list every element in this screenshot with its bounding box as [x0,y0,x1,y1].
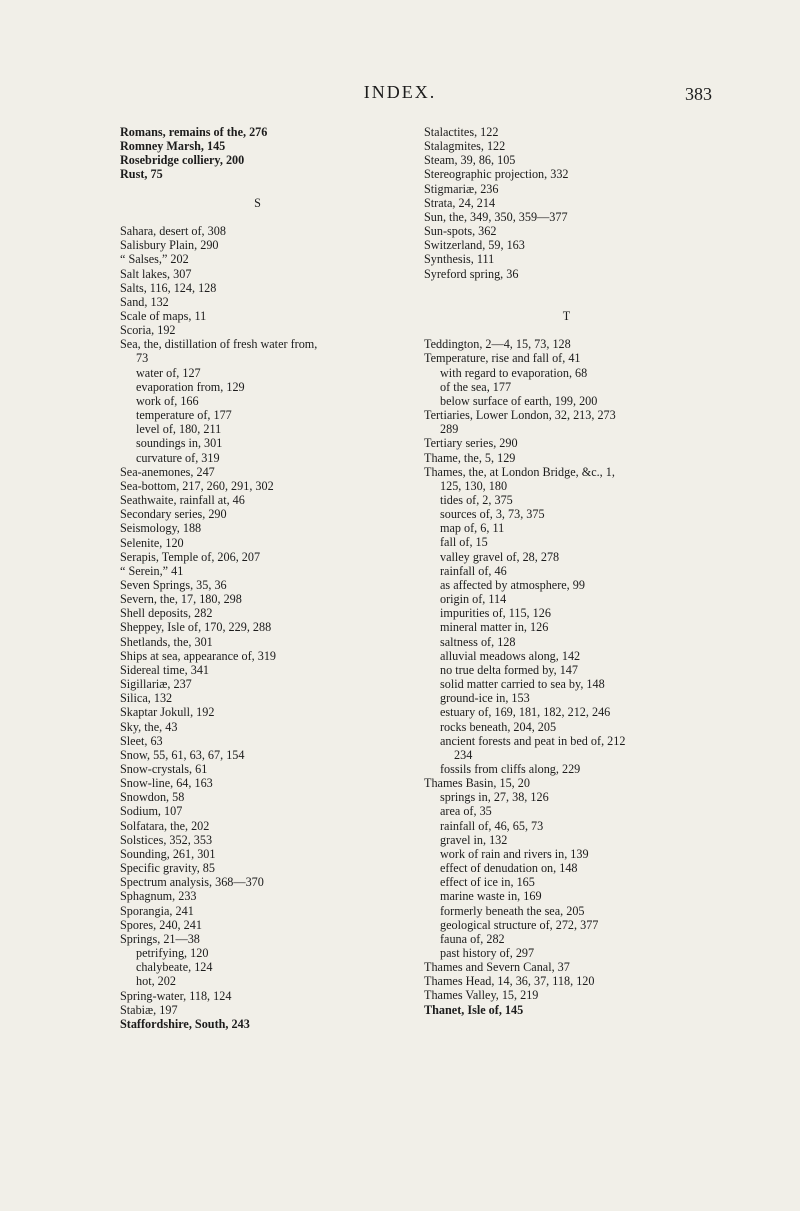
index-subentry: tides of, 2, 375 [440,493,513,508]
index-subentry: sources of, 3, 73, 375 [440,507,545,522]
index-subentry: solid matter carried to sea by, 148 [440,677,605,692]
index-entry: Sphagnum, 233 [120,889,197,904]
index-entry: Snow-crystals, 61 [120,762,208,776]
index-entry: Sun, the, 349, 350, 359—377 [424,209,568,224]
index-entry: Syreford spring, 36 [424,266,519,281]
index-entry: Silica, 132 [120,691,173,706]
index-subentry: soundings in, 301 [136,436,223,451]
index-subentry: hot, 202 [136,974,176,989]
index-entry: Secondary series, 290 [120,507,227,522]
spacer [424,295,709,309]
index-entry: Spectrum analysis, 368—370 [120,875,264,890]
index-entry: Sodium, 107 [120,804,183,819]
index-entry: Stigmariæ, 236 [424,181,499,196]
index-entry: Sahara, desert of, 308 [120,224,226,239]
index-subentry: map of, 6, 11 [440,521,505,536]
spacer [120,182,395,196]
index-subentry: alluvial meadows along, 142 [440,648,581,663]
index-entry: Rosebridge colliery, 200 [120,153,245,168]
index-entry: Stalactites, 122 [424,125,499,139]
index-entry: Snow-line, 64, 163 [120,776,213,791]
index-subentry: fall of, 15 [440,535,488,550]
index-entry: Sand, 132 [120,294,169,309]
index-entry: Stabiæ, 197 [120,1002,178,1017]
index-entry: Thames Head, 14, 36, 37, 118, 120 [424,974,595,989]
index-entry: Sidereal time, 341 [120,662,210,677]
index-entry: Steam, 39, 86, 105 [424,153,516,168]
index-entry: Ships at sea, appearance of, 319 [120,648,277,663]
index-entry: Tertiaries, Lower London, 32, 213, 273 [424,408,616,423]
page-title: INDEX. [363,82,437,102]
index-entry: Sporangia, 241 [120,903,194,918]
index-entry: Snowdon, 58 [120,790,185,805]
index-subentry: rocks beneath, 204, 205 [440,719,557,734]
index-subentry: saltness of, 128 [440,634,516,649]
index-entry: Serapis, Temple of, 206, 207 [120,549,261,564]
index-entry: Seven Springs, 35, 36 [120,577,227,592]
index-entry: Selenite, 120 [120,535,184,550]
index-entry: Stereographic projection, 332 [424,167,569,182]
index-entry: Scale of maps, 11 [120,309,207,323]
index-entry: Tertiary series, 290 [424,436,518,451]
index-entry: Salisbury Plain, 290 [120,238,219,253]
index-entry: Sigillariæ, 237 [120,677,192,692]
index-entry: Salts, 116, 124, 128 [120,280,217,295]
index-entry: Rust, 75 [120,167,163,182]
index-entry: Staffordshire, South, 243 [120,1016,250,1031]
index-subentry: of the sea, 177 [440,379,512,394]
index-subentry: evaporation from, 129 [136,379,245,394]
index-entry: Spores, 240, 241 [120,917,202,932]
index-entry: Thames, the, at London Bridge, &c., 1, [424,464,615,479]
index-subentry: ancient forests and peat in bed of, 212 [440,733,626,748]
index-entry: Springs, 21—38 [120,931,200,946]
index-entry: Sea-bottom, 217, 260, 291, 302 [120,478,274,493]
index-entry: Switzerland, 59, 163 [424,238,525,253]
index-entry: Romans, remains of the, 276 [120,125,268,139]
index-subentry: temperature of, 177 [136,408,232,423]
section-letter: T [562,309,571,323]
index-subentry: ground-ice in, 153 [440,691,530,706]
index-entry: Synthesis, 111 [424,252,495,267]
index-subentry: as affected by atmosphere, 99 [440,577,585,592]
spacer [424,281,709,295]
index-subentry: work of, 166 [136,393,199,408]
index-entry: Solfatara, the, 202 [120,818,210,833]
index-entry: Scoria, 192 [120,323,176,338]
index-entry: Salt lakes, 307 [120,266,192,281]
index-entry: Thanet, Isle of, 145 [424,1002,524,1017]
index-entry: Sky, the, 43 [120,719,178,734]
index-entry: Solstices, 352, 353 [120,832,213,847]
index-subentry: chalybeate, 124 [136,960,213,975]
index-subentry: gravel in, 132 [440,832,508,847]
index-subentry: with regard to evaporation, 68 [440,365,588,380]
index-entry: Shell deposits, 282 [120,606,213,621]
index-subentry: origin of, 114 [440,592,507,607]
index-subentry: valley gravel of, 28, 278 [440,549,560,564]
index-entry: Specific gravity, 85 [120,861,215,876]
index-entry: Sleet, 63 [120,733,163,748]
index-subentry: below surface of earth, 199, 200 [440,393,598,408]
index-entry: Stalagmites, 122 [424,139,506,154]
index-entry: Strata, 24, 214 [424,195,496,210]
index-subentry: past history of, 297 [440,946,535,961]
index-subentry: geological structure of, 272, 377 [440,917,599,932]
index-subentry: formerly beneath the sea, 205 [440,903,585,918]
index-subentry: effect of denudation on, 148 [440,861,578,876]
index-entry: Sheppey, Isle of, 170, 229, 288 [120,620,272,635]
index-continuation: 73 [136,351,149,366]
index-column-left [120,125,395,1031]
index-subentry: marine waste in, 169 [440,889,542,904]
index-subentry: curvature of, 319 [136,450,220,465]
index-continuation: 289 [440,422,459,437]
index-entry: Sea, the, distillation of fresh water from, [120,337,318,352]
spacer [120,210,395,224]
index-subentry: level of, 180, 211 [136,422,222,437]
page-header [0,82,800,112]
index-entry: “ Serein,” 41 [120,563,184,578]
index-entry: Thames and Severn Canal, 37 [424,960,570,975]
index-continuation: 234 [454,747,473,762]
index-subentry: estuary of, 169, 181, 182, 212, 246 [440,705,611,720]
index-entry: Sun-spots, 362 [424,224,497,239]
index-entry: Sea-anemones, 247 [120,464,215,479]
index-entry: Seismology, 188 [120,521,202,536]
index-entry: Snow, 55, 61, 63, 67, 154 [120,747,245,762]
index-subentry: work of rain and rivers in, 139 [440,846,589,861]
index-column-right [424,125,709,1017]
index-entry: Severn, the, 17, 180, 298 [120,592,242,607]
index-subentry: impurities of, 115, 126 [440,606,551,621]
section-letter: S [254,195,261,210]
index-subentry: effect of ice in, 165 [440,875,535,890]
index-subentry: rainfall of, 46, 65, 73 [440,818,544,833]
index-entry: Thames Basin, 15, 20 [424,776,530,791]
index-entry: Spring-water, 118, 124 [120,988,232,1003]
index-entry: Romney Marsh, 145 [120,139,226,154]
spacer [424,323,709,337]
index-subentry: water of, 127 [136,365,201,380]
index-subentry: springs in, 27, 38, 126 [440,790,549,805]
index-subentry: mineral matter in, 126 [440,620,549,635]
index-subentry: petrifying, 120 [136,946,209,961]
index-entry: Seathwaite, rainfall at, 46 [120,493,245,508]
index-entry: “ Salses,” 202 [120,252,189,267]
page-number: 383 [685,84,712,104]
index-entry: Sounding, 261, 301 [120,846,216,861]
index-continuation: 125, 130, 180 [440,478,508,493]
index-entry: Shetlands, the, 301 [120,634,213,649]
index-subentry: area of, 35 [440,804,492,819]
index-subentry: fauna of, 282 [440,931,505,946]
index-entry: Temperature, rise and fall of, 41 [424,351,581,366]
index-entry: Thame, the, 5, 129 [424,450,516,465]
index-entry: Skaptar Jokull, 192 [120,705,215,720]
index-subentry: rainfall of, 46 [440,563,507,578]
index-entry: Thames Valley, 15, 219 [424,988,539,1003]
index-subentry: no true delta formed by, 147 [440,662,578,677]
index-subentry: fossils from cliffs along, 229 [440,761,581,776]
index-entry: Teddington, 2—4, 15, 73, 128 [424,337,571,352]
